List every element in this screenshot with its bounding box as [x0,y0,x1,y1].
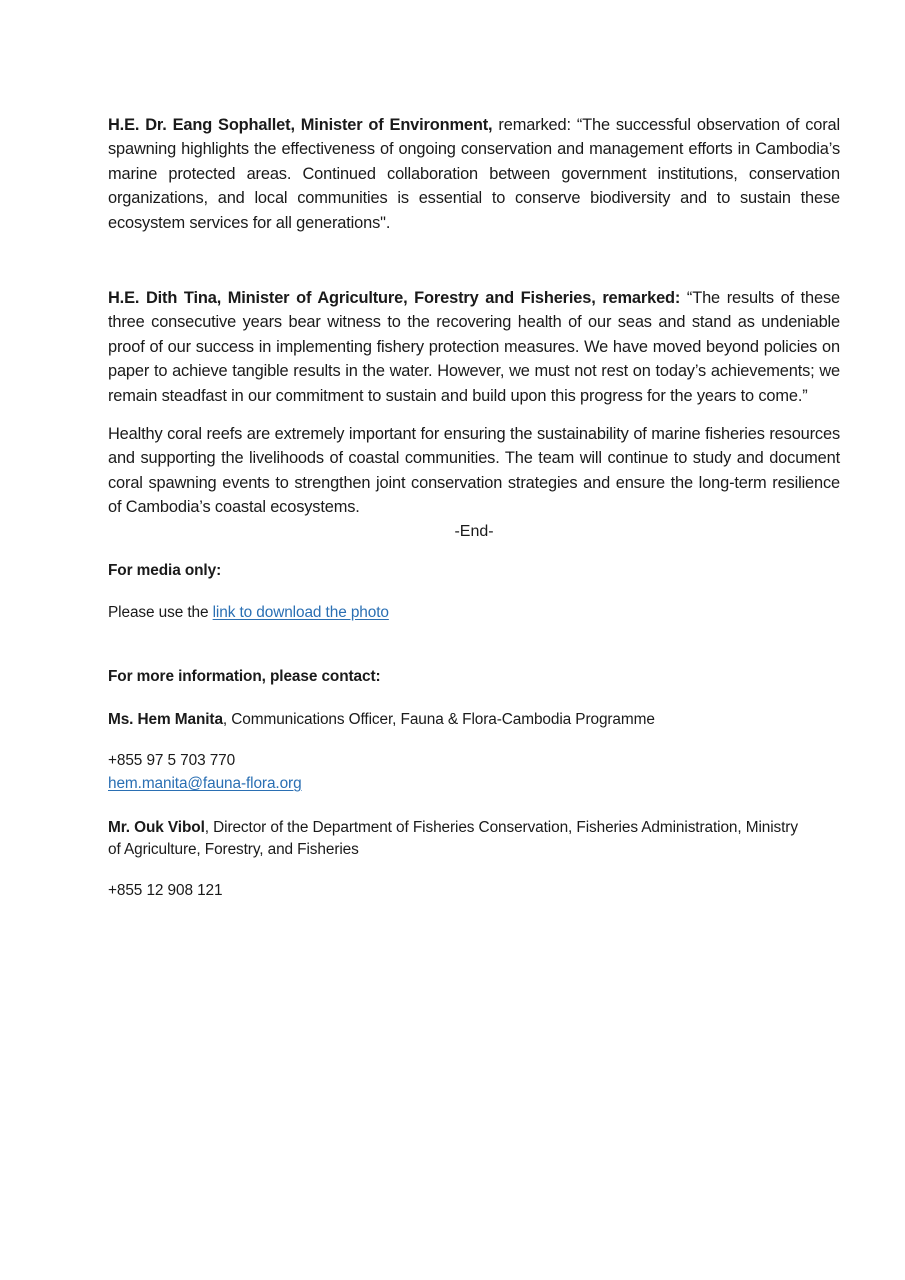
quote-text: “The results of these three consecutive years bear witness to the recovering health of our seas and stand as undeniable proof of our success in implementing fishery protection measures. We have moved beyond policies on paper to achieve tangible results in the water. However, we must not rest on today’s achievements; we remain steadfast in our commitment to sustain and build upon this progress for the years to come.” [108,289,840,405]
quote-paragraph-agriculture [108,286,840,408]
quote-paragraph-environment [108,113,840,235]
contact-name: Mr. Ouk Vibol [108,819,205,836]
contact-phone-1: +855 97 5 703 770 [108,752,236,769]
end-marker-text: -End- [454,523,494,540]
media-prefix: Please use the [108,604,213,621]
contact-person-2 [108,817,808,861]
contact-phone-2: +855 12 908 121 [108,882,223,899]
closing-text: Healthy coral reefs are extremely important for ensuring the sustainability of marine fisheries resources and supporting the livelihoods of coastal communities. The team will continue to study and document coral spawning events to strengthen joint conservation strategies and ensure the long-term resilience of Cambodia’s coastal ecosystems. [108,425,840,517]
speaker-name: H.E. Dith Tina, Minister of Agriculture, Forestry and Fisheries, remarked: [108,289,681,307]
quote-text: remarked: “The successful observation of coral spawning highlights the effectiveness of ongoing conservation and management efforts in Cambodia’s marine protected areas. Continued collaboration between government institutions, conservation organizations, and local communities is essential to conserve biodiversity and to sustain these ecosystem services for all generations". [108,116,840,232]
contact-name: Ms. Hem Manita [108,711,223,728]
media-instructions [108,602,389,624]
contact-heading: For more information, please contact: [108,668,381,685]
closing-paragraph [108,422,840,520]
end-marker [108,520,840,544]
contact-person-1 [108,709,655,731]
media-heading: For media only: [108,562,222,579]
download-photo-link[interactable]: link to download the photo [212,604,389,621]
contact-role: , Director of the Department of Fisheries Conservation, Fisheries Administration, Ministry of Agriculture, Forestry, and Fisheries [108,819,798,858]
email-link[interactable]: hem.manita@fauna-flora.org [108,775,302,792]
contact-role: , Communications Officer, Fauna & Flora-Cambodia Programme [222,711,655,728]
contact-email-1 [108,773,302,795]
speaker-name: H.E. Dr. Eang Sophallet, Minister of Environment, [108,116,493,134]
